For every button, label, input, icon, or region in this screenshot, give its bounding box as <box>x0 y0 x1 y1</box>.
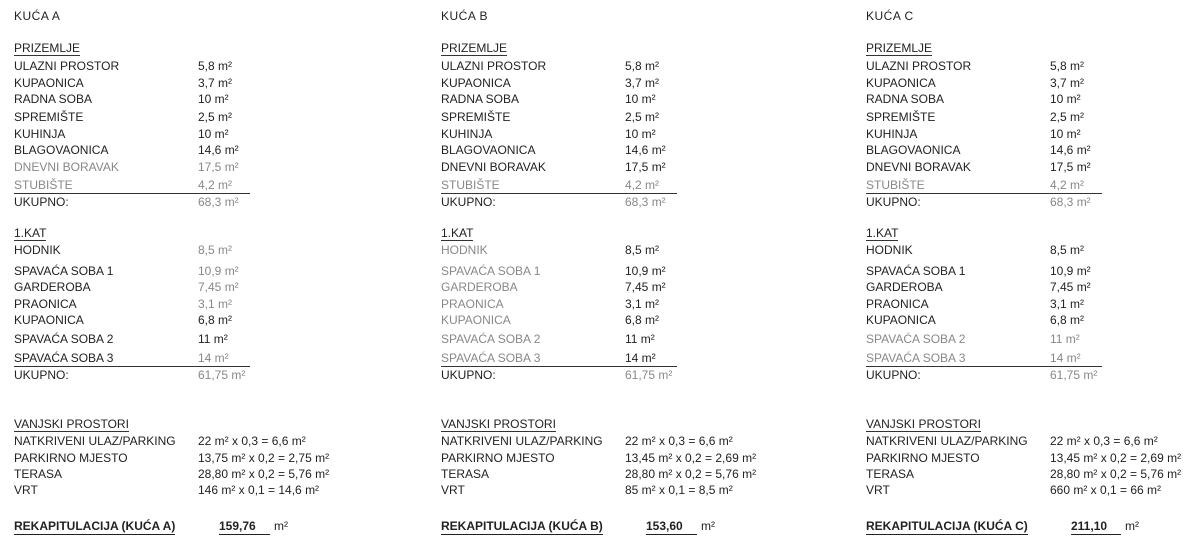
room-area: 17,5 m² <box>198 160 239 174</box>
outdoor-name: PARKIRNO MJESTO <box>441 451 555 465</box>
recap-value: 153,60 <box>646 518 697 535</box>
first-floor-total <box>866 367 1200 383</box>
room-name: HODNIK <box>14 243 61 257</box>
room-row <box>14 312 354 328</box>
room-row <box>866 75 1200 91</box>
room-area: 2,5 m² <box>198 110 233 124</box>
outdoor-name: TERASA <box>441 467 490 481</box>
room-name: GARDEROBA <box>441 280 518 294</box>
room-row <box>866 242 1200 258</box>
room-name: SPAVAĆA SOBA 3 <box>866 351 966 365</box>
house-title: KUĆA A <box>14 9 61 23</box>
first-floor-total <box>14 367 354 383</box>
room-area: 10 m² <box>198 127 229 141</box>
recap-row <box>441 518 781 534</box>
outdoor-row <box>441 433 781 449</box>
room-area: 4,2 m² <box>1050 178 1085 192</box>
room-row <box>866 350 1200 366</box>
room-name: PRAONICA <box>441 297 504 311</box>
room-name: HODNIK <box>441 243 488 257</box>
ground-floor-total <box>14 194 354 210</box>
room-row <box>866 126 1200 142</box>
room-row <box>866 159 1200 175</box>
room-area: 10 m² <box>198 92 229 106</box>
room-name: GARDEROBA <box>14 280 91 294</box>
room-area: 14 m² <box>625 351 656 365</box>
total-label: UKUPNO: <box>441 368 496 382</box>
outdoor-row <box>14 450 354 466</box>
room-row <box>866 296 1200 312</box>
room-row <box>14 159 354 175</box>
outdoor-calc: 28,80 m² x 0,2 = 5,76 m² <box>625 467 757 481</box>
room-area: 10 m² <box>625 127 656 141</box>
room-area: 17,5 m² <box>625 160 666 174</box>
room-area: 14,6 m² <box>625 143 666 157</box>
total-value: 61,75 m² <box>1050 368 1098 382</box>
room-name: KUPAONICA <box>866 76 936 90</box>
outdoor-name: NATKRIVENI ULAZ/PARKING <box>441 434 603 448</box>
room-row <box>14 58 354 74</box>
room-area: 11 m² <box>625 332 655 346</box>
room-name: BLAGOVAONICA <box>441 143 536 157</box>
outdoor-spaces-title: VANJSKI PROSTORI <box>441 417 556 431</box>
room-name: HODNIK <box>866 243 913 257</box>
outdoor-row <box>441 482 781 498</box>
room-name: DNEVNI BORAVAK <box>866 160 971 174</box>
room-name: SPAVAĆA SOBA 2 <box>866 332 966 346</box>
recap-row <box>866 518 1200 534</box>
room-row <box>441 331 781 347</box>
house-title: KUĆA B <box>441 9 489 23</box>
first-floor-title: 1.KAT <box>866 226 899 240</box>
outdoor-calc: 28,80 m² x 0,2 = 5,76 m² <box>1050 467 1182 481</box>
room-area: 8,5 m² <box>625 243 660 257</box>
room-row <box>14 177 354 193</box>
outdoor-name: VRT <box>441 483 465 497</box>
outdoor-calc: 85 m² x 0,1 = 8,5 m² <box>625 483 733 497</box>
room-name: SPAVAĆA SOBA 2 <box>441 332 541 346</box>
room-name: SPREMIŠTE <box>441 110 511 124</box>
room-row <box>441 279 781 295</box>
outdoor-row <box>14 466 354 482</box>
room-row <box>14 331 354 347</box>
room-name: SPREMIŠTE <box>866 110 936 124</box>
room-row <box>441 263 781 279</box>
room-area: 4,2 m² <box>198 178 233 192</box>
room-area: 7,45 m² <box>1050 280 1091 294</box>
total-value: 61,75 m² <box>625 368 673 382</box>
room-area: 11 m² <box>198 332 228 346</box>
ground-floor-total <box>441 194 781 210</box>
room-row <box>441 126 781 142</box>
room-name: SPREMIŠTE <box>14 110 84 124</box>
room-area: 2,5 m² <box>625 110 660 124</box>
room-row <box>441 312 781 328</box>
room-row <box>441 142 781 158</box>
total-label: UKUPNO: <box>441 195 496 209</box>
room-area: 14 m² <box>198 351 229 365</box>
room-name: KUPAONICA <box>441 313 511 327</box>
outdoor-calc: 660 m² x 0,1 = 66 m² <box>1050 483 1162 497</box>
outdoor-row <box>14 433 354 449</box>
recap-label: REKAPITULACIJA (KUĆA C) <box>866 519 1028 533</box>
room-name: ULAZNI PROSTOR <box>866 59 972 73</box>
room-row <box>866 331 1200 347</box>
outdoor-calc: 22 m² x 0,3 = 6,6 m² <box>1050 434 1158 448</box>
room-area: 6,8 m² <box>1050 313 1085 327</box>
room-name: KUHINJA <box>14 127 66 141</box>
room-name: ULAZNI PROSTOR <box>441 59 547 73</box>
outdoor-calc: 13,45 m² x 0,2 = 2,69 m² <box>1050 451 1182 465</box>
house-title: KUĆA C <box>866 9 914 23</box>
room-area: 14,6 m² <box>198 143 239 157</box>
ground-floor-total <box>866 194 1200 210</box>
room-row <box>866 142 1200 158</box>
total-value: 68,3 m² <box>1050 195 1091 209</box>
room-name: RADNA SOBA <box>14 92 93 106</box>
room-area: 6,8 m² <box>198 313 233 327</box>
room-row <box>441 296 781 312</box>
total-value: 68,3 m² <box>198 195 239 209</box>
outdoor-row <box>441 466 781 482</box>
room-name: RADNA SOBA <box>866 92 945 106</box>
total-value: 68,3 m² <box>625 195 666 209</box>
room-name: GARDEROBA <box>866 280 943 294</box>
room-name: DNEVNI BORAVAK <box>441 160 546 174</box>
room-row <box>866 312 1200 328</box>
room-row <box>14 350 354 366</box>
room-area: 8,5 m² <box>1050 243 1085 257</box>
room-row <box>441 58 781 74</box>
outdoor-calc: 146 m² x 0,1 = 14,6 m² <box>198 483 320 497</box>
recap-row <box>14 518 354 534</box>
room-row <box>866 263 1200 279</box>
outdoor-row <box>14 482 354 498</box>
outdoor-row <box>866 433 1200 449</box>
recap-label: REKAPITULACIJA (KUĆA A) <box>14 519 176 533</box>
recap-unit: m² <box>274 519 288 533</box>
room-name: SPAVAĆA SOBA 1 <box>866 264 966 278</box>
room-area: 5,8 m² <box>198 59 233 73</box>
outdoor-row <box>441 450 781 466</box>
room-name: DNEVNI BORAVAK <box>14 160 119 174</box>
total-label: UKUPNO: <box>14 368 69 382</box>
room-area: 8,5 m² <box>198 243 233 257</box>
outdoor-calc: 28,80 m² x 0,2 = 5,76 m² <box>198 467 330 481</box>
room-name: SPAVAĆA SOBA 1 <box>14 264 114 278</box>
room-name: SPAVAĆA SOBA 3 <box>14 351 114 365</box>
room-name: SPAVAĆA SOBA 2 <box>14 332 114 346</box>
room-area: 3,7 m² <box>1050 76 1085 90</box>
room-area: 11 m² <box>1050 332 1080 346</box>
room-area: 10 m² <box>1050 127 1081 141</box>
outdoor-row <box>866 466 1200 482</box>
room-area: 14 m² <box>1050 351 1081 365</box>
room-name: BLAGOVAONICA <box>14 143 109 157</box>
room-row <box>866 58 1200 74</box>
outdoor-name: TERASA <box>14 467 63 481</box>
recap-label: REKAPITULACIJA (KUĆA B) <box>441 519 603 533</box>
first-floor-title: 1.KAT <box>14 226 47 240</box>
outdoor-name: VRT <box>866 483 890 497</box>
room-name: KUHINJA <box>866 127 918 141</box>
room-row <box>866 91 1200 107</box>
outdoor-spaces-title: VANJSKI PROSTORI <box>866 417 981 431</box>
room-row <box>866 177 1200 193</box>
recap-unit: m² <box>701 519 715 533</box>
outdoor-name: PARKIRNO MJESTO <box>14 451 128 465</box>
room-area: 3,7 m² <box>198 76 233 90</box>
room-name: KUPAONICA <box>866 313 936 327</box>
outdoor-name: NATKRIVENI ULAZ/PARKING <box>866 434 1028 448</box>
recap-value: 211,10 <box>1071 518 1121 535</box>
room-area: 3,1 m² <box>625 297 660 311</box>
room-name: SPAVAĆA SOBA 1 <box>441 264 541 278</box>
room-name: STUBIŠTE <box>14 178 73 192</box>
total-value: 61,75 m² <box>198 368 246 382</box>
room-area: 10,9 m² <box>625 264 666 278</box>
house-a-column <box>14 0 354 538</box>
room-row <box>14 91 354 107</box>
house-c-column <box>866 0 1200 538</box>
outdoor-name: PARKIRNO MJESTO <box>866 451 980 465</box>
room-row <box>14 296 354 312</box>
room-name: PRAONICA <box>14 297 77 311</box>
total-label: UKUPNO: <box>866 195 921 209</box>
ground-floor-title: PRIZEMLJE <box>866 41 933 55</box>
room-name: SPAVAĆA SOBA 3 <box>441 351 541 365</box>
outdoor-calc: 13,75 m² x 0,2 = 2,75 m² <box>198 451 330 465</box>
outdoor-calc: 22 m² x 0,3 = 6,6 m² <box>625 434 733 448</box>
room-name: KUPAONICA <box>14 76 84 90</box>
room-area: 14,6 m² <box>1050 143 1091 157</box>
room-name: BLAGOVAONICA <box>866 143 961 157</box>
room-row <box>14 126 354 142</box>
room-row <box>14 142 354 158</box>
room-area: 4,2 m² <box>625 178 660 192</box>
house-b-column <box>441 0 781 538</box>
room-area: 3,7 m² <box>625 76 660 90</box>
room-row <box>14 75 354 91</box>
room-row <box>441 109 781 125</box>
room-area: 2,5 m² <box>1050 110 1085 124</box>
room-row <box>14 242 354 258</box>
room-area: 17,5 m² <box>1050 160 1091 174</box>
total-label: UKUPNO: <box>14 195 69 209</box>
room-name: KUPAONICA <box>14 313 84 327</box>
outdoor-name: VRT <box>14 483 38 497</box>
first-floor-total <box>441 367 781 383</box>
room-area: 5,8 m² <box>1050 59 1085 73</box>
room-row <box>441 177 781 193</box>
room-row <box>866 279 1200 295</box>
room-area: 10,9 m² <box>1050 264 1091 278</box>
outdoor-row <box>866 450 1200 466</box>
room-area: 7,45 m² <box>625 280 666 294</box>
room-row <box>14 109 354 125</box>
room-name: STUBIŠTE <box>441 178 500 192</box>
room-row <box>14 263 354 279</box>
outdoor-name: NATKRIVENI ULAZ/PARKING <box>14 434 176 448</box>
outdoor-name: TERASA <box>866 467 915 481</box>
room-row <box>441 350 781 366</box>
room-area: 10 m² <box>1050 92 1081 106</box>
room-area: 3,1 m² <box>198 297 233 311</box>
outdoor-row <box>866 482 1200 498</box>
room-row <box>441 159 781 175</box>
ground-floor-title: PRIZEMLJE <box>441 41 508 55</box>
room-area: 3,1 m² <box>1050 297 1085 311</box>
outdoor-calc: 13,45 m² x 0,2 = 2,69 m² <box>625 451 757 465</box>
outdoor-calc: 22 m² x 0,3 = 6,6 m² <box>198 434 306 448</box>
room-area: 6,8 m² <box>625 313 660 327</box>
room-row <box>441 242 781 258</box>
recap-unit: m² <box>1125 519 1139 533</box>
room-name: PRAONICA <box>866 297 929 311</box>
first-floor-title: 1.KAT <box>441 226 474 240</box>
recap-value: 159,76 <box>219 518 270 535</box>
room-area: 7,45 m² <box>198 280 239 294</box>
outdoor-spaces-title: VANJSKI PROSTORI <box>14 417 129 431</box>
room-name: RADNA SOBA <box>441 92 520 106</box>
room-name: ULAZNI PROSTOR <box>14 59 120 73</box>
room-area: 5,8 m² <box>625 59 660 73</box>
room-name: KUHINJA <box>441 127 493 141</box>
total-label: UKUPNO: <box>866 368 921 382</box>
room-area: 10,9 m² <box>198 264 239 278</box>
room-area: 10 m² <box>625 92 656 106</box>
ground-floor-title: PRIZEMLJE <box>14 41 81 55</box>
room-name: KUPAONICA <box>441 76 511 90</box>
room-row <box>14 279 354 295</box>
room-row <box>441 91 781 107</box>
room-row <box>866 109 1200 125</box>
room-row <box>441 75 781 91</box>
room-name: STUBIŠTE <box>866 178 925 192</box>
